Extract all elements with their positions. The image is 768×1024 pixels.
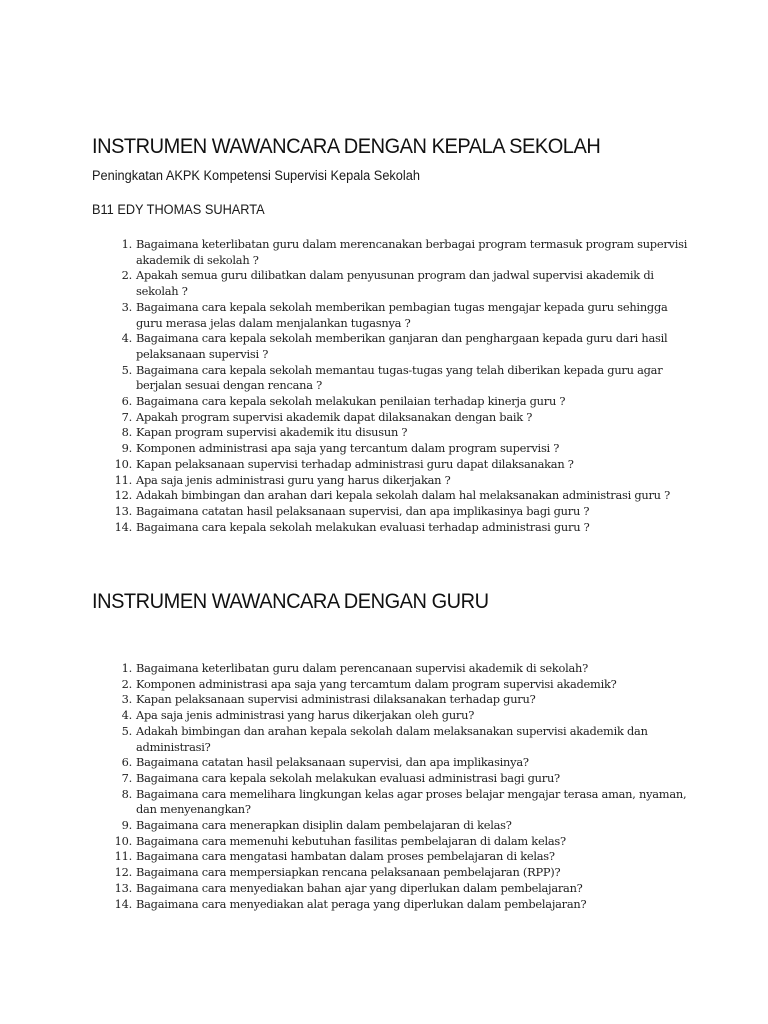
question-text: Bagaimana cara mengatasi hambatan dalam proses pembelajaran di kelas? [136,849,555,864]
question-number: 1. [121,661,132,675]
question-text: Bagaimana cara memelihara lingkungan kelas agar proses belajar mengajar terasa aman, nyaman, dan menyenangkan? [136,786,687,817]
section1-subtitle: Peningkatan AKPK Kompetensi Supervisi Kepala Sekolah [92,168,420,184]
list-item [110,237,690,268]
question-text: Apakah program supervisi akademik dapat dilaksanakan dengan baik ? [136,409,533,424]
question-text: Bagaimana keterlibatan guru dalam merencanakan berbagai program termasuk program supervisi akademik di sekolah ? [136,237,688,267]
question-number: 12. [114,488,132,503]
question-number: 10. [114,456,132,471]
list-item [110,457,690,473]
question-number: 9. [121,441,132,456]
question-number: 6. [121,394,132,409]
question-text: Apa saja jenis administrasi guru yang harus dikerjakan ? [136,472,451,487]
question-number: 14. [114,519,132,534]
question-text: Bagaimana cara memenuhi kebutuhan fasilitas pembelajaran di dalam kelas? [136,833,566,848]
question-text: Apa saja jenis administrasi yang harus dikerjakan oleh guru? [136,708,475,723]
question-number: 11. [114,472,132,487]
list-item [110,755,690,771]
author-line: B11 EDY THOMAS SUHARTA [92,202,265,218]
list-item [110,488,690,504]
list-item [110,881,690,897]
list-item [110,425,690,441]
list-item [110,441,690,457]
question-text: Bagaimana cara menerapkan disiplin dalam pembelajaran di kelas? [136,818,512,833]
list-item [110,394,690,410]
question-number: 13. [114,880,132,895]
list-item [110,473,690,489]
list-item [110,363,690,394]
question-text: Apakah semua guru dilibatkan dalam penyusunan program dan jadwal supervisi akademik di sekolah ? [136,268,654,299]
list-item [110,834,690,850]
question-text: Bagaimana cara menyediakan alat peraga yang diperlukan dalam pembelajaran? [136,896,587,911]
question-text: Bagaimana catatan hasil pelaksanaan supervisi, dan apa implikasinya? [136,755,529,770]
question-number: 12. [114,865,132,880]
list-item [110,787,690,818]
question-number: 13. [114,503,132,518]
section2-question-list [110,661,690,912]
section1-title: INSTRUMEN WAWANCARA DENGAN KEPALA SEKOLAH [92,134,601,158]
question-number: 4. [121,331,132,346]
question-text: Adakah bimbingan dan arahan dari kepala sekolah dalam hal melaksanakan administrasi guru ? [136,488,670,503]
section2-title: INSTRUMEN WAWANCARA DENGAN GURU [92,589,489,613]
question-number: 3. [121,299,132,314]
question-number: 2. [121,268,132,283]
list-item [110,771,690,787]
section1-question-list [110,237,690,535]
list-item [110,724,690,755]
question-number: 4. [121,708,132,723]
question-text: Komponen administrasi apa saja yang tercantum dalam program supervisi ? [136,441,560,456]
question-text: Bagaimana cara kepala sekolah melakukan evaluasi terhadap administrasi guru ? [136,519,590,534]
question-number: 8. [121,425,132,440]
question-number: 14. [114,896,132,911]
list-item [110,504,690,520]
question-number: 8. [121,786,132,801]
question-text: Bagaimana cara kepala sekolah memantau tugas-tugas yang telah diberikan kepada guru agar berjalan sesuai dengan rencana ? [136,362,663,393]
question-text: Bagaimana cara menyediakan bahan ajar yang diperlukan dalam pembelajaran? [136,880,583,895]
question-text: Kapan pelaksanaan supervisi terhadap administrasi guru dapat dilaksanakan ? [136,456,574,471]
list-item [110,300,690,331]
question-number: 7. [121,770,132,785]
question-number: 6. [121,755,132,770]
question-text: Kapan pelaksanaan supervisi administrasi dilaksanakan terhadap guru? [136,692,536,707]
list-item [110,677,690,693]
list-item [110,692,690,708]
question-text: Bagaimana keterlibatan guru dalam perencanaan supervisi akademik di sekolah? [136,661,589,675]
question-number: 5. [121,723,132,738]
question-text: Bagaimana cara kepala sekolah melakukan penilaian terhadap kinerja guru ? [136,394,566,409]
list-item [110,897,690,913]
question-text: Bagaimana catatan hasil pelaksanaan supervisi, dan apa implikasinya bagi guru ? [136,503,590,518]
question-number: 5. [121,362,132,377]
question-number: 11. [114,849,132,864]
list-item [110,849,690,865]
list-item [110,520,690,536]
question-number: 2. [121,676,132,691]
question-number: 3. [121,692,132,707]
list-item [110,818,690,834]
list-item [110,865,690,881]
question-number: 7. [121,409,132,424]
question-text: Bagaimana cara kepala sekolah memberikan ganjaran dan penghargaan kepada guru dari hasil pelaksanaan supervisi ? [136,331,668,361]
question-number: 9. [121,818,132,833]
list-item [110,661,690,677]
question-text: Komponen administrasi apa saja yang tercamtum dalam program supervisi akademik? [136,676,617,691]
list-item [110,708,690,724]
question-text: Bagaimana cara mempersiapkan rencana pelaksanaan pembelajaran (RPP)? [136,865,561,880]
list-item [110,268,690,299]
question-number: 10. [114,833,132,848]
question-text: Kapan program supervisi akademik itu disusun ? [136,425,408,440]
question-number: 1. [121,237,132,251]
question-text: Bagaimana cara kepala sekolah memberikan pembagian tugas mengajar kepada guru sehingga guru merasa jelas dalam menjalankan tugasnya ? [136,299,668,330]
list-item [110,331,690,362]
question-text: Bagaimana cara kepala sekolah melakukan evaluasi administrasi bagi guru? [136,770,560,785]
list-item [110,410,690,426]
question-text: Adakah bimbingan dan arahan kepala sekolah dalam melaksanakan supervisi akademik dan administrasi? [136,723,648,754]
